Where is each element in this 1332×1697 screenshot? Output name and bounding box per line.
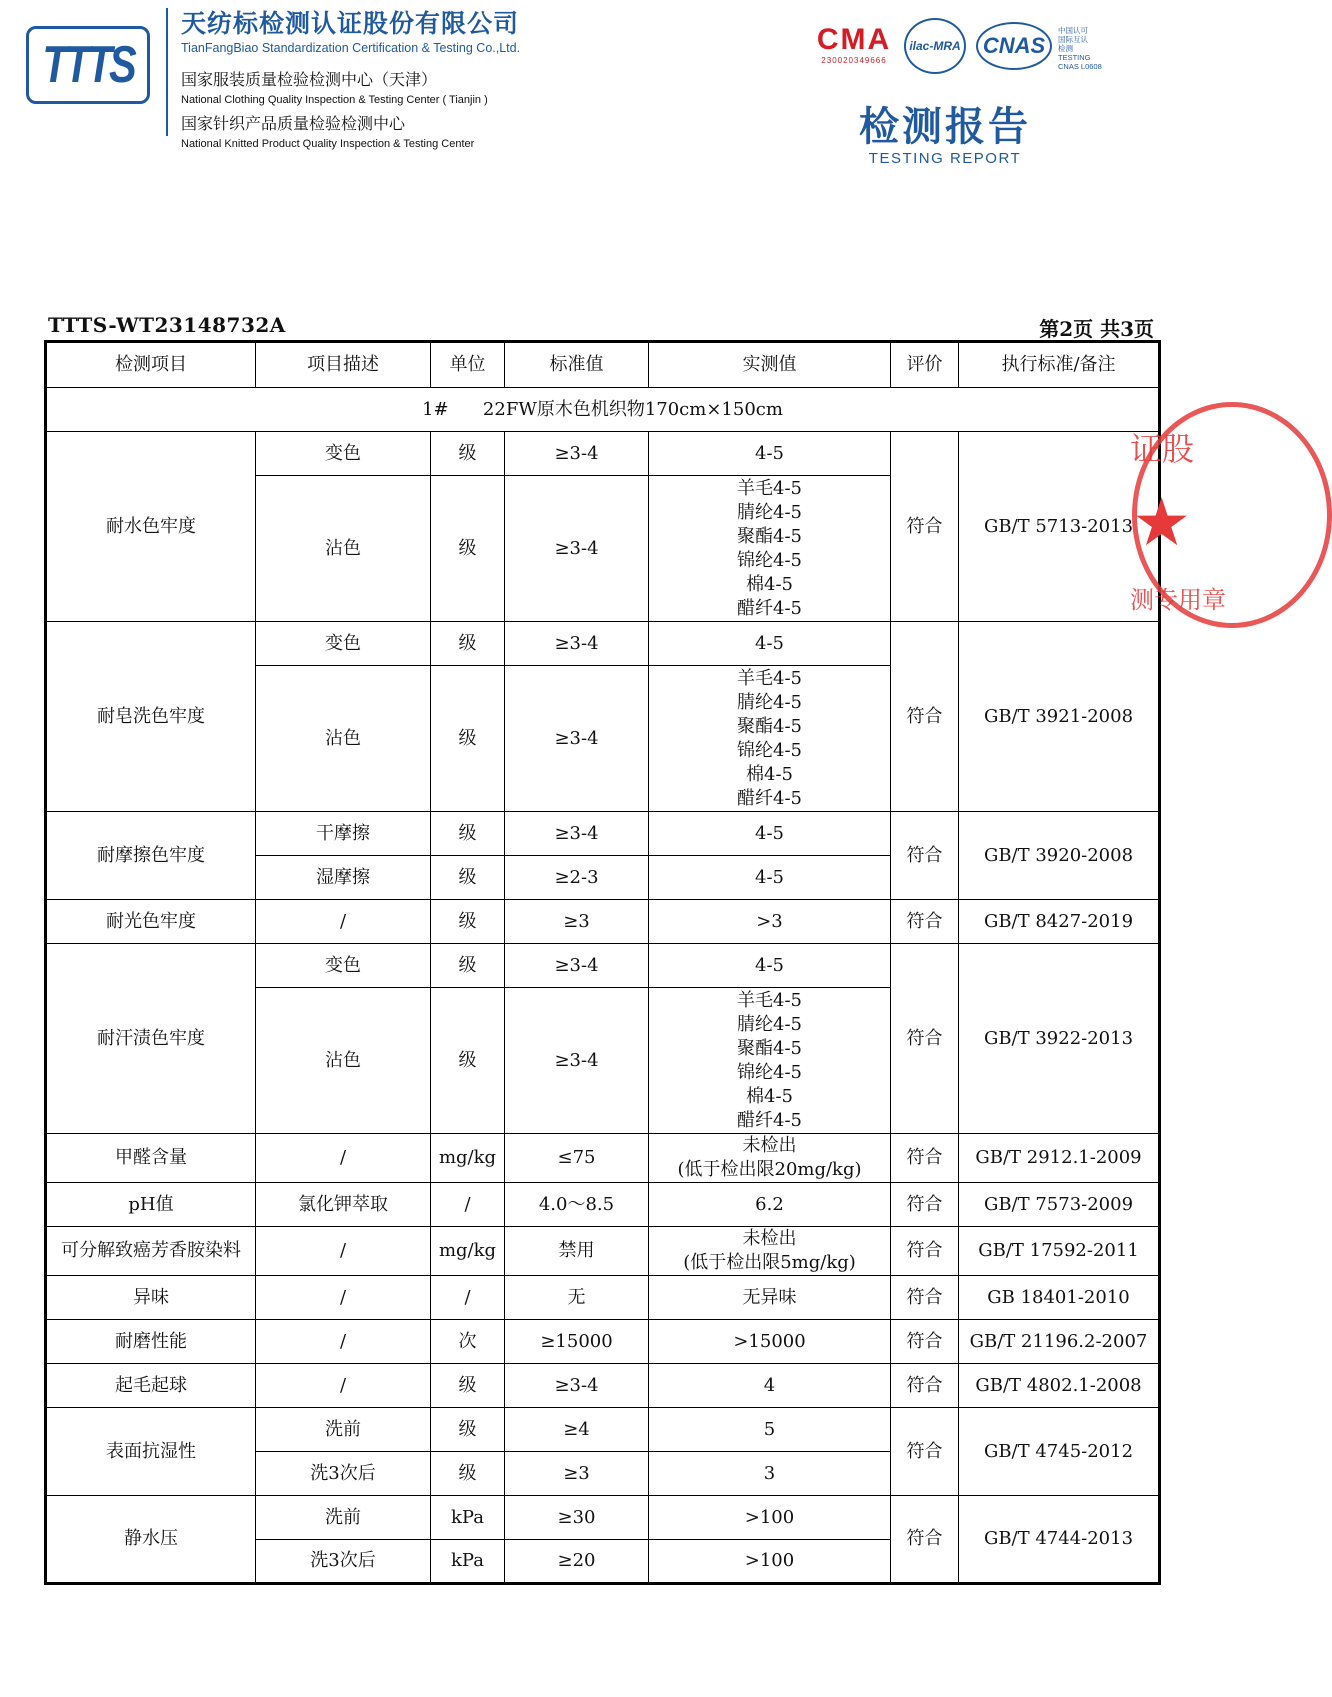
stain-value: 羊毛4-5 bbox=[737, 667, 802, 689]
company-info bbox=[181, 4, 520, 150]
item-measured bbox=[649, 1134, 891, 1183]
table-row bbox=[46, 1364, 1160, 1408]
item-unit: 级 bbox=[431, 1408, 505, 1452]
measured-note: (低于检出限20mg/kg) bbox=[677, 1159, 862, 1180]
center1-name-cn: 国家服装质量检验检测中心（天津） bbox=[181, 72, 438, 89]
item-standard: 禁用 bbox=[505, 1227, 649, 1276]
item-unit: 级 bbox=[431, 432, 505, 476]
table-row bbox=[46, 1320, 1160, 1364]
cnas-side-text bbox=[1058, 26, 1102, 71]
item-unit: 级 bbox=[431, 856, 505, 900]
item-unit: kPa bbox=[431, 1540, 505, 1584]
item-measured bbox=[649, 988, 891, 1134]
item-test-standard: GB/T 4744-2013 bbox=[959, 1496, 1160, 1584]
table-row bbox=[46, 1408, 1160, 1452]
item-test-standard: GB/T 17592-2011 bbox=[959, 1227, 1160, 1276]
report-title-en: TESTING REPORT bbox=[868, 150, 1022, 167]
item-description: 沾色 bbox=[256, 476, 431, 622]
header-evaluation: 评价 bbox=[891, 342, 959, 388]
item-description: 洗3次后 bbox=[256, 1540, 431, 1584]
item-measured bbox=[649, 1227, 891, 1276]
item-test-standard: GB/T 4802.1-2008 bbox=[959, 1364, 1160, 1408]
header-unit: 单位 bbox=[431, 342, 505, 388]
item-standard: ≤75 bbox=[505, 1134, 649, 1183]
item-test-standard: GB 18401-2010 bbox=[959, 1276, 1160, 1320]
item-description: 洗前 bbox=[256, 1408, 431, 1452]
table-row bbox=[46, 1496, 1160, 1540]
item-name: 耐摩擦色牢度 bbox=[46, 812, 256, 900]
item-standard: ≥3-4 bbox=[505, 812, 649, 856]
stain-value: 锦纶4-5 bbox=[737, 549, 802, 571]
item-standard: ≥3 bbox=[505, 1452, 649, 1496]
item-standard: ≥3-4 bbox=[505, 944, 649, 988]
item-measured bbox=[649, 476, 891, 622]
sample-description: 1# 22FW原木色机织物170cm×150cm bbox=[46, 388, 1160, 432]
item-unit: mg/kg bbox=[431, 1227, 505, 1276]
stain-value: 聚酯4-5 bbox=[737, 1037, 802, 1059]
item-description: 洗前 bbox=[256, 1496, 431, 1540]
item-test-standard: GB/T 4745-2012 bbox=[959, 1408, 1160, 1496]
measured-line: 未检出 bbox=[742, 1135, 797, 1156]
item-evaluation: 符合 bbox=[891, 900, 959, 944]
header-measured-value: 实测值 bbox=[649, 342, 891, 388]
table-row bbox=[46, 622, 1160, 666]
item-standard: 4.0～8.5 bbox=[505, 1183, 649, 1227]
report-title bbox=[840, 104, 1050, 167]
item-measured: 4-5 bbox=[649, 856, 891, 900]
stain-value: 聚酯4-5 bbox=[737, 715, 802, 737]
company-name-cn: 天纺标检测认证股份有限公司 bbox=[181, 10, 520, 38]
stamp-ring bbox=[1132, 402, 1332, 628]
item-name: 耐水色牢度 bbox=[46, 432, 256, 622]
item-evaluation: 符合 bbox=[891, 1364, 959, 1408]
item-unit: 级 bbox=[431, 812, 505, 856]
item-standard: ≥15000 bbox=[505, 1320, 649, 1364]
stain-value: 棉4-5 bbox=[746, 573, 793, 595]
item-standard: ≥3 bbox=[505, 900, 649, 944]
item-description: / bbox=[256, 1227, 431, 1276]
item-measured: 4-5 bbox=[649, 622, 891, 666]
item-evaluation: 符合 bbox=[891, 1134, 959, 1183]
item-standard: ≥3-4 bbox=[505, 666, 649, 812]
item-description: 变色 bbox=[256, 944, 431, 988]
header-item: 检测项目 bbox=[46, 342, 256, 388]
item-description: / bbox=[256, 1320, 431, 1364]
table-row bbox=[46, 1134, 1160, 1183]
table-row bbox=[46, 1276, 1160, 1320]
item-measured: 5 bbox=[649, 1408, 891, 1452]
center1-name-en: National Clothing Quality Inspection & Testing Center ( Tianjin ) bbox=[181, 94, 488, 106]
report-title-cn: 检测报告 bbox=[859, 105, 1031, 149]
item-name: pH值 bbox=[46, 1183, 256, 1227]
item-unit: 次 bbox=[431, 1320, 505, 1364]
header-description: 项目描述 bbox=[256, 342, 431, 388]
report-number: TTTS-WT23148732A bbox=[48, 313, 286, 337]
sample-row bbox=[46, 388, 1160, 432]
item-description: 沾色 bbox=[256, 988, 431, 1134]
item-standard: ≥3-4 bbox=[505, 476, 649, 622]
item-description: / bbox=[256, 1134, 431, 1183]
item-name: 异味 bbox=[46, 1276, 256, 1320]
table-row bbox=[46, 1183, 1160, 1227]
item-description: 沾色 bbox=[256, 666, 431, 812]
stamp-bottom-text: 测专用章 bbox=[1130, 586, 1226, 614]
cma-number: 230020349666 bbox=[821, 56, 887, 65]
cnas-side-line: 国际互认 bbox=[1058, 35, 1088, 44]
item-name: 静水压 bbox=[46, 1496, 256, 1584]
item-unit: 级 bbox=[431, 476, 505, 622]
certification-marks bbox=[812, 18, 1122, 78]
stain-value: 腈纶4-5 bbox=[737, 1013, 802, 1035]
ilac-mra-mark bbox=[904, 18, 966, 74]
item-evaluation: 符合 bbox=[891, 1227, 959, 1276]
item-standard: ≥3-4 bbox=[505, 1364, 649, 1408]
stain-value: 醋纤4-5 bbox=[737, 1109, 802, 1131]
item-description: / bbox=[256, 900, 431, 944]
item-standard: ≥2-3 bbox=[505, 856, 649, 900]
stain-value: 锦纶4-5 bbox=[737, 1061, 802, 1083]
page-indicator: 第2页 共3页 bbox=[1039, 317, 1154, 341]
item-unit: / bbox=[431, 1276, 505, 1320]
item-name: 起毛起球 bbox=[46, 1364, 256, 1408]
item-standard: ≥30 bbox=[505, 1496, 649, 1540]
stain-value: 腈纶4-5 bbox=[737, 691, 802, 713]
cnas-side-line: 检测 bbox=[1058, 44, 1073, 53]
stain-value: 羊毛4-5 bbox=[737, 989, 802, 1011]
item-unit: kPa bbox=[431, 1496, 505, 1540]
table-row bbox=[46, 432, 1160, 476]
item-description: / bbox=[256, 1364, 431, 1408]
item-description: 洗3次后 bbox=[256, 1452, 431, 1496]
item-unit: 级 bbox=[431, 666, 505, 812]
cnas-mark bbox=[976, 22, 1052, 70]
stain-value: 羊毛4-5 bbox=[737, 477, 802, 499]
item-name: 耐皂洗色牢度 bbox=[46, 622, 256, 812]
item-measured: 4-5 bbox=[649, 432, 891, 476]
item-measured: 4 bbox=[649, 1364, 891, 1408]
item-name: 甲醛含量 bbox=[46, 1134, 256, 1183]
company-name-en: TianFangBiao Standardization Certification & Testing Co.,Ltd. bbox=[181, 41, 521, 55]
item-standard: ≥3-4 bbox=[505, 432, 649, 476]
item-measured: 4-5 bbox=[649, 812, 891, 856]
stain-value: 醋纤4-5 bbox=[737, 787, 802, 809]
item-unit: / bbox=[431, 1183, 505, 1227]
item-test-standard: GB/T 3922-2013 bbox=[959, 944, 1160, 1134]
table-row bbox=[46, 1227, 1160, 1276]
item-description: 变色 bbox=[256, 432, 431, 476]
item-standard: 无 bbox=[505, 1276, 649, 1320]
center2-name-en: National Knitted Product Quality Inspection & Testing Center bbox=[181, 138, 475, 150]
measured-note: (低于检出限5mg/kg) bbox=[683, 1252, 856, 1273]
stamp-top-text: 证股 bbox=[1130, 430, 1195, 468]
item-standard: ≥20 bbox=[505, 1540, 649, 1584]
cnas-side-line: 中国认可 bbox=[1058, 26, 1088, 35]
item-name: 可分解致癌芳香胺染料 bbox=[46, 1227, 256, 1276]
item-evaluation: 符合 bbox=[891, 944, 959, 1134]
item-evaluation: 符合 bbox=[891, 432, 959, 622]
item-unit: 级 bbox=[431, 622, 505, 666]
ilac-mra-text: ilac-MRA bbox=[909, 39, 961, 53]
item-test-standard: GB/T 3921-2008 bbox=[959, 622, 1160, 812]
stain-value: 锦纶4-5 bbox=[737, 739, 802, 761]
item-test-standard: GB/T 5713-2013 bbox=[959, 432, 1160, 622]
item-description: 湿摩擦 bbox=[256, 856, 431, 900]
cma-mark bbox=[814, 24, 894, 65]
item-evaluation: 符合 bbox=[891, 1408, 959, 1496]
item-description: / bbox=[256, 1276, 431, 1320]
item-evaluation: 符合 bbox=[891, 1320, 959, 1364]
item-evaluation: 符合 bbox=[891, 1276, 959, 1320]
table-row bbox=[46, 944, 1160, 988]
stain-value: 棉4-5 bbox=[746, 763, 793, 785]
item-measured bbox=[649, 666, 891, 812]
item-standard: ≥3-4 bbox=[505, 622, 649, 666]
item-test-standard: GB/T 8427-2019 bbox=[959, 900, 1160, 944]
item-name: 耐汗渍色牢度 bbox=[46, 944, 256, 1134]
header-standard-value: 标准值 bbox=[505, 342, 649, 388]
table-header-row bbox=[46, 342, 1160, 388]
item-name: 表面抗湿性 bbox=[46, 1408, 256, 1496]
item-test-standard: GB/T 2912.1-2009 bbox=[959, 1134, 1160, 1183]
item-unit: mg/kg bbox=[431, 1134, 505, 1183]
item-description: 氯化钾萃取 bbox=[256, 1183, 431, 1227]
item-evaluation: 符合 bbox=[891, 1496, 959, 1584]
stain-value: 醋纤4-5 bbox=[737, 597, 802, 619]
item-measured: 6.2 bbox=[649, 1183, 891, 1227]
cnas-side-line: TESTING bbox=[1058, 53, 1091, 62]
official-stamp bbox=[1132, 402, 1332, 628]
item-unit: 级 bbox=[431, 988, 505, 1134]
item-name: 耐磨性能 bbox=[46, 1320, 256, 1364]
results-table bbox=[44, 340, 1161, 1585]
table-row bbox=[46, 812, 1160, 856]
item-evaluation: 符合 bbox=[891, 1183, 959, 1227]
item-measured: >15000 bbox=[649, 1320, 891, 1364]
item-measured: >3 bbox=[649, 900, 891, 944]
item-evaluation: 符合 bbox=[891, 812, 959, 900]
item-measured: >100 bbox=[649, 1496, 891, 1540]
cnas-side-line: CNAS L0608 bbox=[1058, 62, 1102, 71]
header-divider bbox=[166, 8, 168, 136]
cma-logo: CMA bbox=[816, 23, 892, 56]
item-name: 耐光色牢度 bbox=[46, 900, 256, 944]
item-description: 干摩擦 bbox=[256, 812, 431, 856]
stain-value: 腈纶4-5 bbox=[737, 501, 802, 523]
company-logo bbox=[26, 26, 150, 104]
header-standard-note: 执行标准/备注 bbox=[959, 342, 1160, 388]
item-standard: ≥3-4 bbox=[505, 988, 649, 1134]
item-description: 变色 bbox=[256, 622, 431, 666]
item-measured: 无异味 bbox=[649, 1276, 891, 1320]
item-measured: 4-5 bbox=[649, 944, 891, 988]
item-evaluation: 符合 bbox=[891, 622, 959, 812]
stain-value: 聚酯4-5 bbox=[737, 525, 802, 547]
measured-line: 未检出 bbox=[742, 1228, 797, 1249]
item-test-standard: GB/T 21196.2-2007 bbox=[959, 1320, 1160, 1364]
table-row bbox=[46, 900, 1160, 944]
item-standard: ≥4 bbox=[505, 1408, 649, 1452]
item-unit: 级 bbox=[431, 1452, 505, 1496]
item-test-standard: GB/T 3920-2008 bbox=[959, 812, 1160, 900]
item-unit: 级 bbox=[431, 944, 505, 988]
stain-value: 棉4-5 bbox=[746, 1085, 793, 1107]
cnas-text: CNAS bbox=[982, 33, 1046, 58]
center2-name-cn: 国家针织产品质量检验检测中心 bbox=[181, 116, 406, 133]
item-measured: 3 bbox=[649, 1452, 891, 1496]
star-icon: ★ bbox=[1132, 484, 1192, 561]
item-test-standard: GB/T 7573-2009 bbox=[959, 1183, 1160, 1227]
item-unit: 级 bbox=[431, 1364, 505, 1408]
logo-text: TTTS bbox=[42, 36, 134, 94]
item-measured: >100 bbox=[649, 1540, 891, 1584]
item-unit: 级 bbox=[431, 900, 505, 944]
